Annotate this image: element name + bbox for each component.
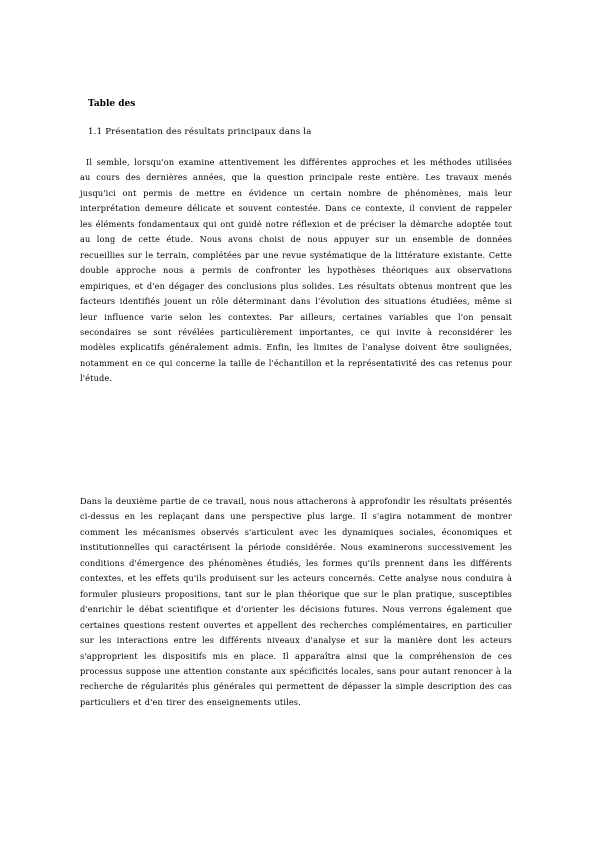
body-paragraph: Il semble, lorsqu'on examine attentivement les différentes approches et les méthodes utilisées au cours des dernières années, que la question principale reste entière. Les travaux menés jusqu'ici ont permis de mettre en évidence un certain nombre de phénomènes, mais leur interprétation demeure délicate et souvent contestée. Dans ce contexte, il convient de rappeler les éléments fondamentaux qui ont guidé notre réflexion et de préciser la démarche adoptée tout au long de cette étude. Nous avons choisi de nous appuyer sur un ensemble de données recueillies sur le terrain, complétées par une revue systématique de la littérature existante. Cette double approche nous a permis de confronter les hypothèses théoriques aux observations empiriques, et d'en dégager des conclusions plus solides. Les résultats obtenus montrent que les facteurs identifiés jouent un rôle déterminant dans l'évolution des situations étudiées, même si leur influence varie selon les contextes. Par ailleurs, certaines variables que l'on pensait secondaires se sont révélées particulièrement importantes, ce qui invite à reconsidérer les modèles explicatifs généralement admis. Enfin, les limites de l'analyse doivent être soulignées, notamment en ce qui concerne la taille de l'échantillon et la représentativité des cas retenus pour l'étude. [80, 157, 512, 384]
body-paragraph: Dans la deuxième partie de ce travail, nous nous attacherons à approfondir les résultats présentés ci-dessus en les replaçant dans une perspective plus large. Il s'agira notamment de montrer comment les mécanismes observés s'articulent avec les dynamiques sociales, économiques et institutionnelles qui caractérisent la période considérée. Nous examinerons successivement les conditions d'émergence des phénomènes étudiés, les formes qu'ils prennent dans les différents contextes, et les effets qu'ils produisent sur les acteurs concernés. Cette analyse nous conduira à formuler plusieurs propositions, tant sur le plan théorique que sur le plan pratique, susceptibles d'enrichir le débat scientifique et d'orienter les décisions futures. Nous verrons également que certaines questions restent ouvertes et appellent des recherches complémentaires, en particulier sur les interactions entre les différents niveaux d'analyse et sur la manière dont les acteurs s'approprient les dispositifs mis en place. Il apparaîtra ainsi que la compréhension de ces processus suppose une attention constante aux spécificités locales, sans pour autant renoncer à la recherche de régularités plus générales qui permettent de dépasser la simple description des cas particuliers et d'en tirer des enseignements utiles. [80, 496, 512, 707]
section-heading: Table des [88, 99, 136, 109]
section-subheading: 1.1 Présentation des résultats principaux dans la [88, 127, 312, 137]
